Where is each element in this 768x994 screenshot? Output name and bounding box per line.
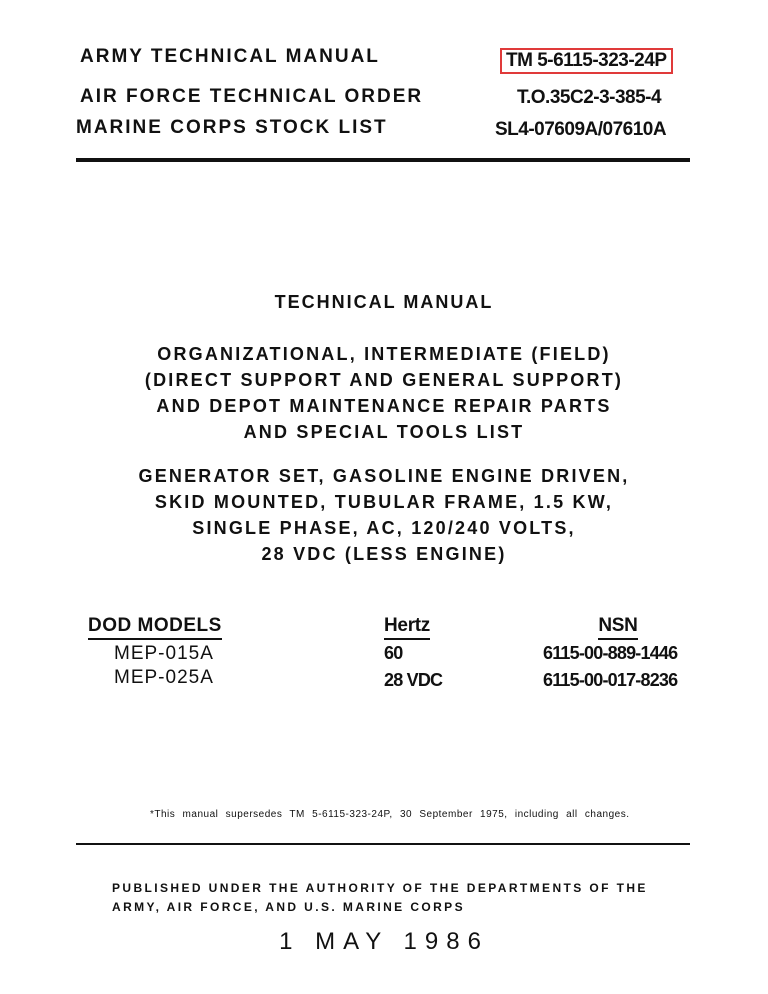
models-column: [88, 615, 222, 690]
hertz-cell: 60: [384, 643, 403, 663]
scope-line: AND SPECIAL TOOLS LIST: [243, 422, 525, 442]
nsn-header: NSN: [598, 615, 637, 640]
nsn-cell: 6115-00-017-8236: [543, 670, 678, 690]
publication-date: 1 MAY 1986: [279, 928, 489, 955]
authority-block: [112, 879, 648, 917]
header-label-marine-corps: MARINE CORPS STOCK LIST: [76, 117, 388, 138]
scope-line: AND DEPOT MAINTENANCE REPAIR PARTS: [156, 396, 612, 416]
scope-line: ORGANIZATIONAL, INTERMEDIATE (FIELD): [157, 344, 611, 364]
nsn-cell: 6115-00-889-1446: [543, 643, 678, 663]
supersede-note: *This manual supersedes TM 5-6115-323-24P, 30 September 1975, including all changes.: [150, 809, 630, 820]
doc-type-title: TECHNICAL MANUAL: [274, 292, 494, 312]
scope-line: (DIRECT SUPPORT AND GENERAL SUPPORT): [144, 370, 624, 390]
hertz-column: [384, 615, 442, 694]
header-divider: [76, 158, 690, 162]
model-cell: MEP-025A: [114, 667, 214, 688]
sl-number: SL4-07609A/07610A: [495, 119, 667, 140]
header-label-army: ARMY TECHNICAL MANUAL: [80, 46, 380, 67]
authority-line: PUBLISHED UNDER THE AUTHORITY OF THE DEPARTMENTS OF THE: [112, 881, 648, 895]
scope-block: [0, 341, 768, 445]
hertz-cell: 28 VDC: [384, 670, 443, 690]
model-cell: MEP-015A: [114, 643, 214, 664]
equipment-line: SKID MOUNTED, TUBULAR FRAME, 1.5 KW,: [154, 492, 614, 512]
hertz-header: Hertz: [384, 615, 430, 640]
to-number: T.O.35C2-3-385-4: [517, 87, 662, 108]
footer-divider: [76, 843, 690, 845]
authority-line: ARMY, AIR FORCE, AND U.S. MARINE CORPS: [112, 900, 465, 914]
header-label-air-force: AIR FORCE TECHNICAL ORDER: [80, 86, 424, 107]
equipment-line: GENERATOR SET, GASOLINE ENGINE DRIVEN,: [138, 466, 630, 486]
equipment-line: 28 VDC (LESS ENGINE): [261, 544, 507, 564]
equipment-line: SINGLE PHASE, AC, 120/240 VOLTS,: [192, 518, 576, 538]
equipment-block: [0, 463, 768, 567]
models-header: DOD MODELS: [88, 615, 222, 640]
nsn-column: [543, 615, 693, 694]
tm-number: TM 5-6115-323-24P: [500, 48, 673, 74]
